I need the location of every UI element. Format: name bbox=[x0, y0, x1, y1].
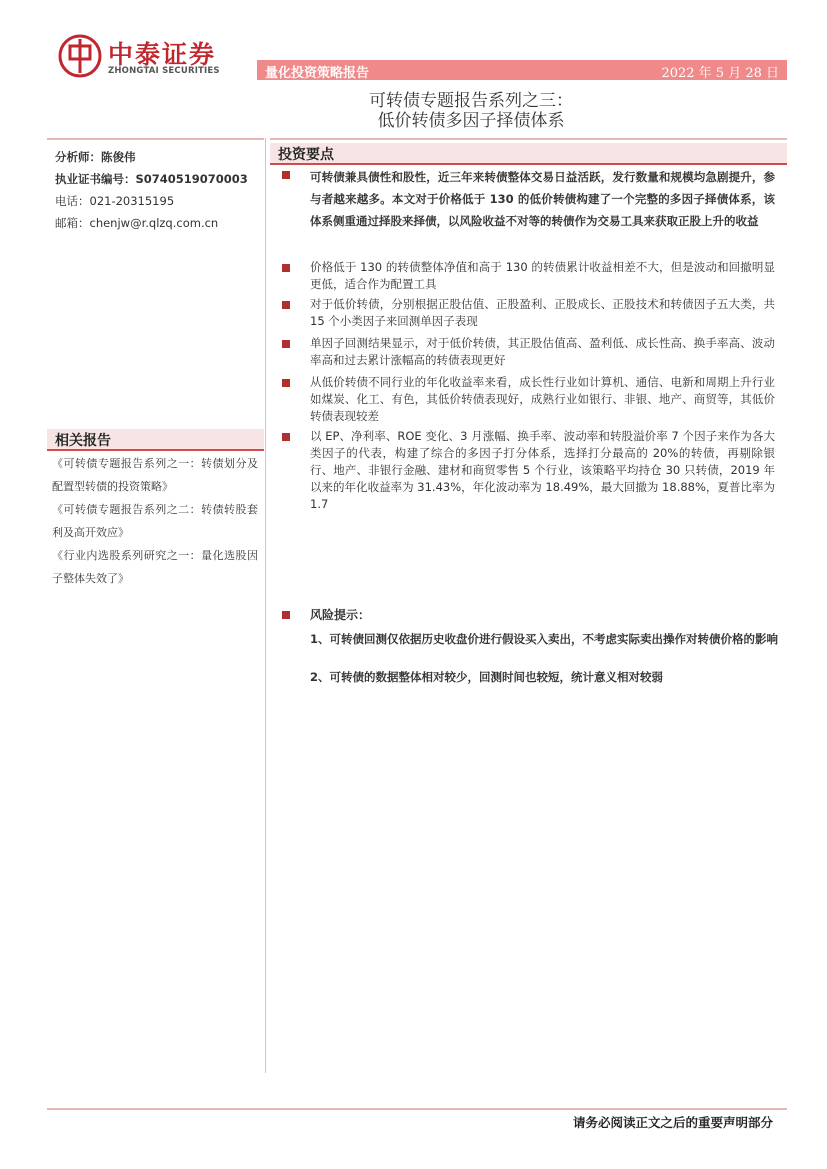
bullet-square-icon bbox=[282, 379, 290, 387]
bullet-square-icon bbox=[282, 301, 290, 309]
column-divider bbox=[265, 138, 266, 1073]
divider bbox=[47, 138, 264, 140]
risk-item: 2、可转债的数据整体相对较少，回测时间也较短，统计意义相对较弱 bbox=[310, 670, 663, 684]
related-report-link[interactable]: 《可转债专题报告系列之二：转债转股套利及高开效应》 bbox=[52, 503, 258, 539]
report-date: 2022 年 5 月 28 日 bbox=[661, 66, 779, 81]
invest-points-heading: 投资要点 bbox=[270, 143, 787, 165]
bullet-square-icon bbox=[282, 340, 290, 348]
analyst-info bbox=[55, 146, 248, 234]
report-banner bbox=[257, 60, 787, 80]
bullet-square-icon bbox=[282, 433, 290, 441]
footer-disclaimer: 请务必阅读正文之后的重要声明部分 bbox=[572, 1115, 773, 1130]
bullet-square-icon bbox=[282, 171, 290, 179]
bullet-square-icon bbox=[282, 264, 290, 272]
analyst-name-row: 分析师：陈俊伟 bbox=[55, 150, 136, 164]
related-report-link[interactable]: 《行业内选股系列研究之一：量化选股因子整体失效了》 bbox=[52, 549, 258, 585]
analyst-email[interactable]: chenjw@r.qlzq.com.cn bbox=[89, 216, 219, 230]
logo-text-en: ZHONGTAI SECURITIES bbox=[108, 66, 220, 76]
analyst-cert: S0740519070003 bbox=[135, 172, 248, 186]
related-reports-heading: 相关报告 bbox=[47, 429, 264, 451]
analyst-phone: 021-20315195 bbox=[89, 194, 175, 208]
company-logo bbox=[58, 34, 238, 80]
risk-title: 风险提示： bbox=[310, 608, 371, 622]
report-title-line1: 可转债专题报告系列之三： bbox=[369, 91, 573, 111]
bullet-square-icon bbox=[282, 611, 290, 619]
logo-text-cn: 中泰证券 bbox=[108, 40, 217, 69]
zhongtai-logo-icon bbox=[58, 34, 102, 78]
related-reports-list bbox=[52, 452, 258, 590]
report-category: 量化投资策略报告 bbox=[265, 66, 370, 81]
divider bbox=[270, 138, 787, 140]
analyst-email-row: 邮箱：chenjw@r.qlzq.com.cn bbox=[55, 216, 219, 230]
report-title-line2: 低价转债多因子择债体系 bbox=[377, 111, 565, 131]
analyst-phone-row: 电话：021-20315195 bbox=[55, 194, 175, 208]
risk-item: 1、可转债回测仅依据历史收盘价进行假设买入卖出，不考虑实际卖出操作对转债价格的影响 bbox=[310, 632, 778, 646]
related-report-link[interactable]: 《可转债专题报告系列之一：转债划分及配置型转债的投资策略》 bbox=[52, 457, 258, 493]
footer-divider bbox=[47, 1108, 787, 1110]
analyst-name: 陈俊伟 bbox=[101, 150, 136, 164]
analyst-cert-row: 执业证书编号：S0740519070003 bbox=[55, 172, 248, 186]
